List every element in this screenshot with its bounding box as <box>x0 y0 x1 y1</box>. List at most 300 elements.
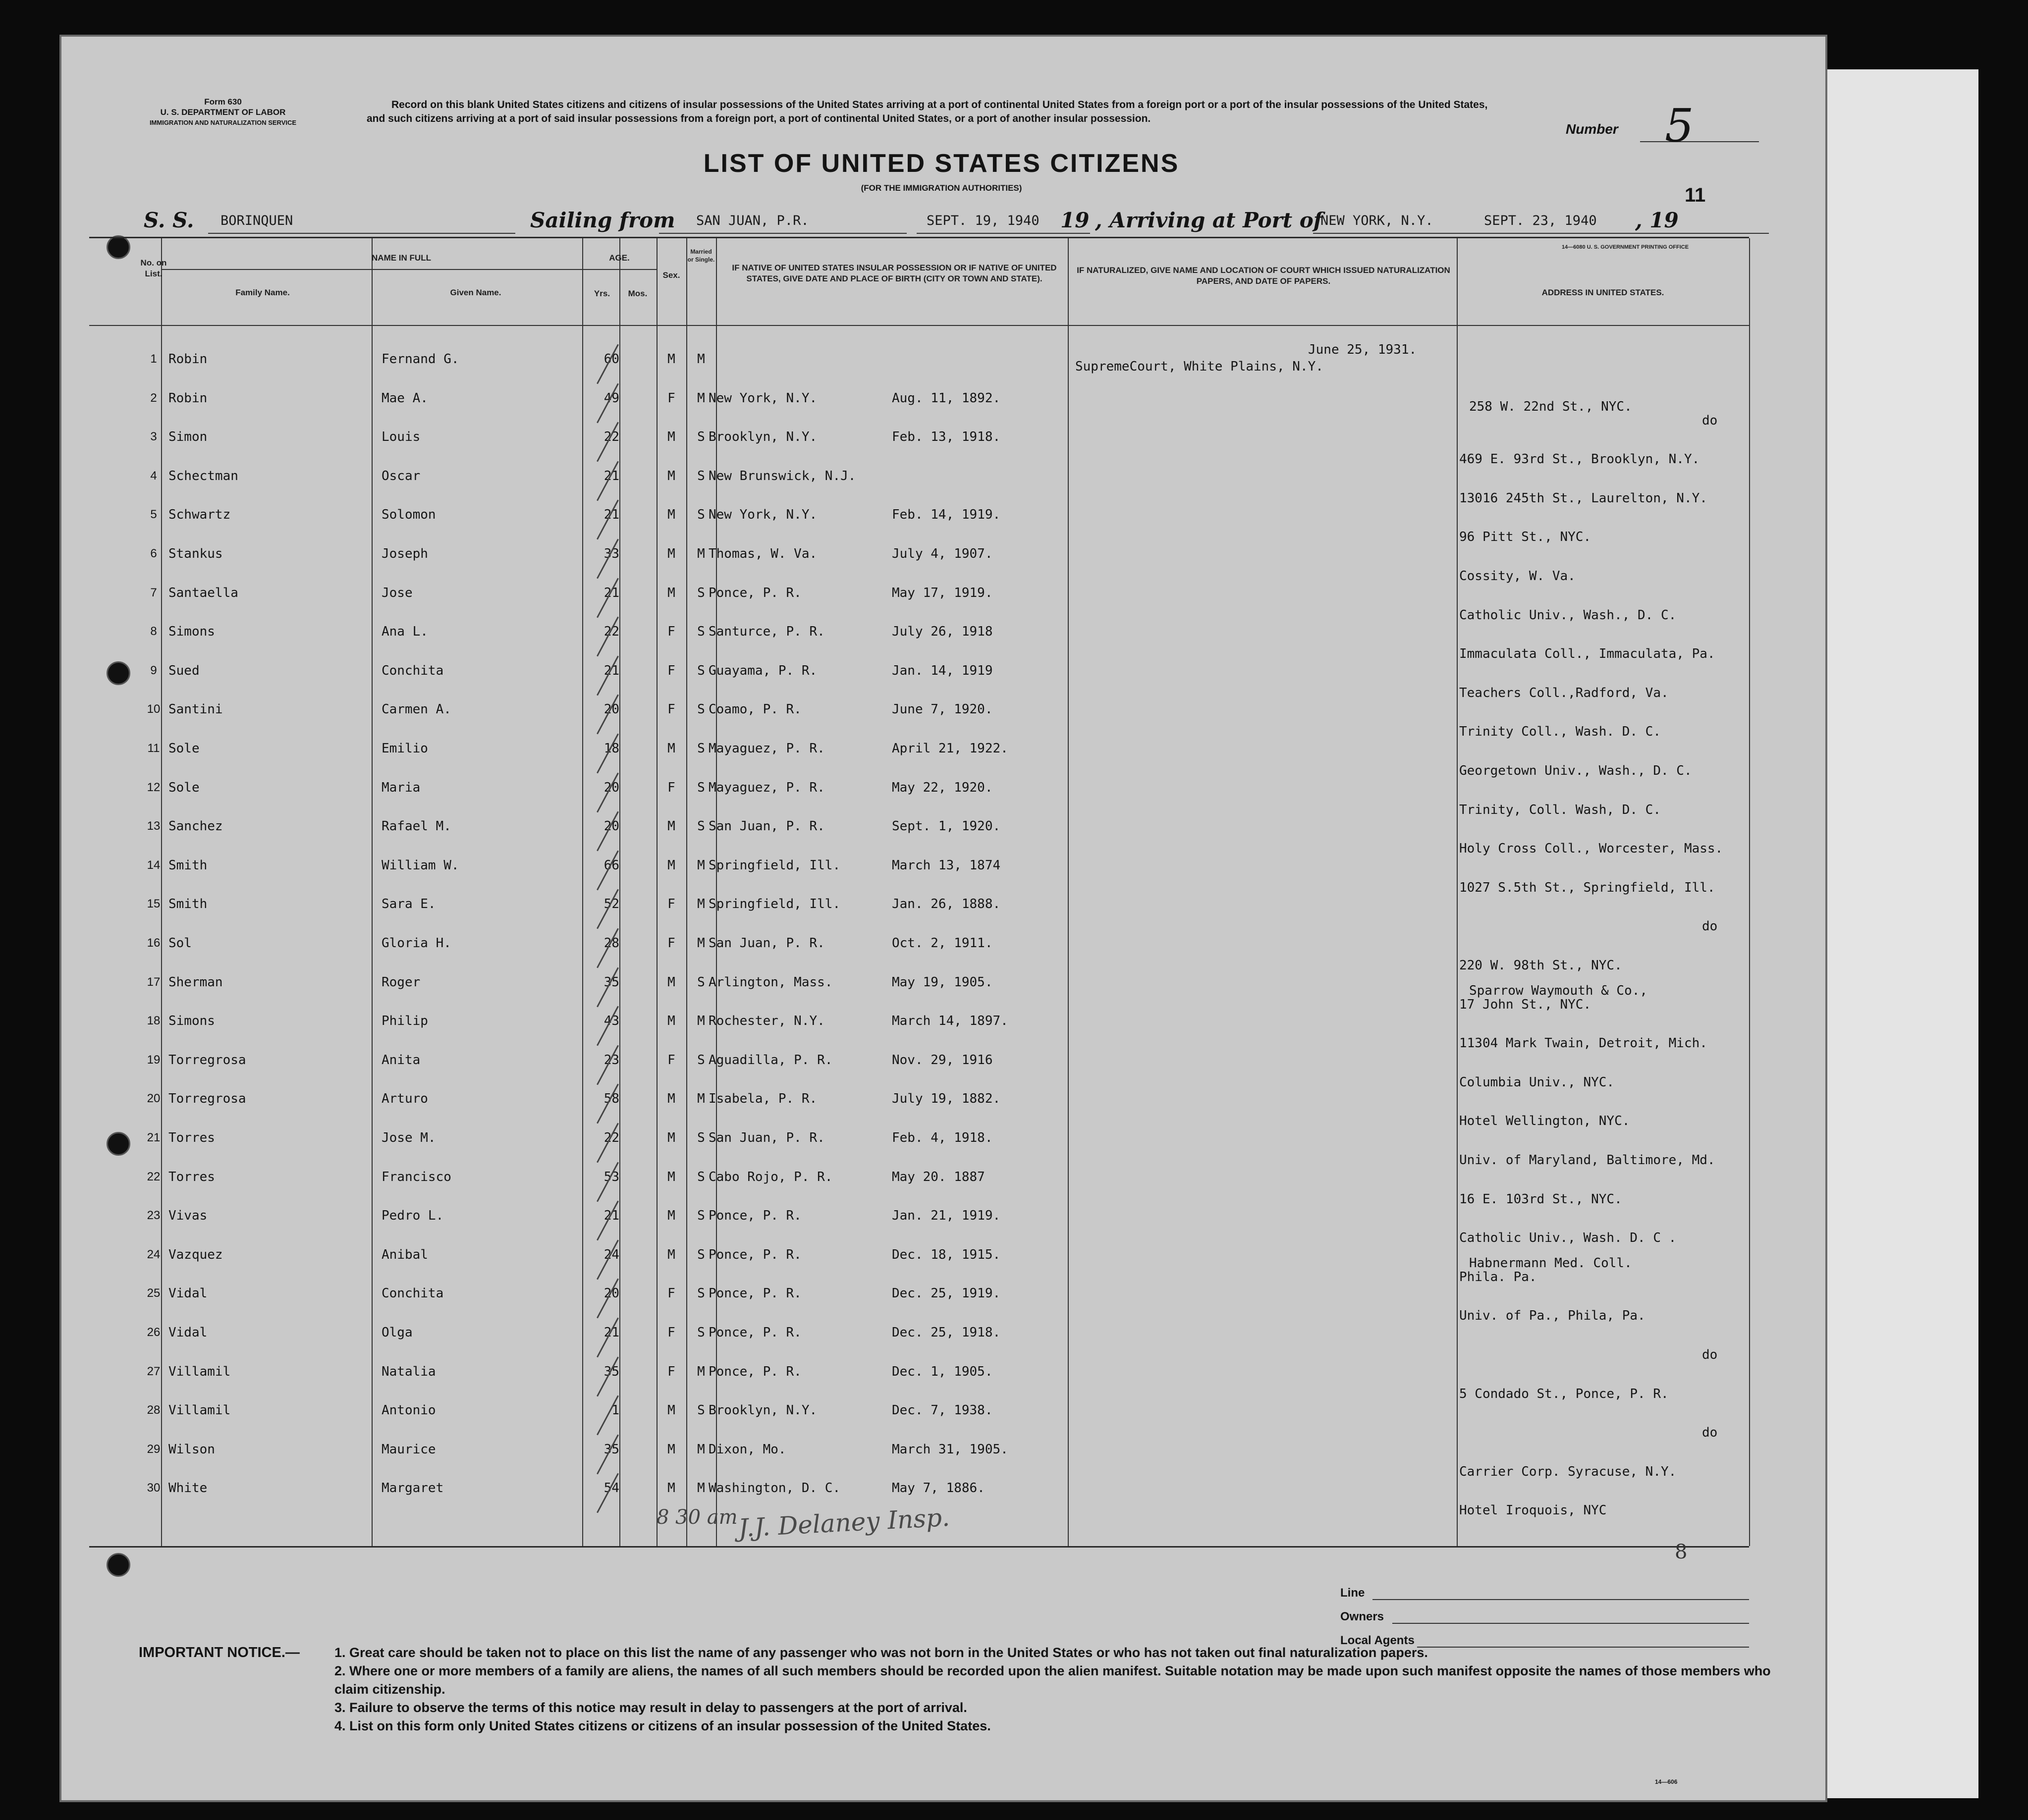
sailing-label: Sailing from <box>530 208 675 232</box>
sex: F <box>667 1325 675 1340</box>
number-value: 5 <box>1665 99 1694 152</box>
age-years: 22 <box>603 1130 619 1145</box>
address-line-2: 1027 S.5th St., Springfield, Ill. <box>1459 880 1715 895</box>
birth-place: San Juan, P. R. <box>709 819 825 834</box>
given-name: Joseph <box>382 546 428 561</box>
birth-place: Guayama, P. R. <box>709 663 818 678</box>
given-name: William W. <box>382 858 459 873</box>
row-number: 12 <box>147 781 161 794</box>
marital-status: M <box>697 1481 705 1496</box>
marital-status: S <box>697 624 705 639</box>
birth-date: Sept. 1, 1920. <box>892 819 1001 834</box>
birth-place: Springfield, Ill. <box>709 897 841 911</box>
age-years: 21 <box>603 663 619 678</box>
marital-status: M <box>697 1364 705 1379</box>
sex: M <box>667 1247 675 1262</box>
birth-date: June 7, 1920. <box>892 702 993 717</box>
given-name: Philip <box>382 1014 428 1028</box>
marital-status: S <box>697 702 705 717</box>
birth-date: May 17, 1919. <box>892 586 993 600</box>
age-years: 66 <box>603 858 619 873</box>
sex: F <box>667 624 675 639</box>
family-name: Torres <box>168 1130 215 1145</box>
row-number: 14 <box>147 858 161 872</box>
row-number: 30 <box>147 1481 161 1495</box>
col-divider <box>1749 238 1750 1546</box>
given-name: Jose M. <box>382 1130 436 1145</box>
col-header-yrs: Yrs. <box>594 289 610 298</box>
age-years: 18 <box>603 741 619 756</box>
age-years: 52 <box>603 897 619 911</box>
birth-place: New York, N.Y. <box>709 507 818 522</box>
sex: M <box>667 429 675 444</box>
arrival-underline <box>1313 233 1769 234</box>
sex: M <box>667 1091 675 1106</box>
notice-item: 2. Where one or more members of a family are aliens, the names of all such members should be recorded upon the alien manifest. Suitable notation may be made upon such manifest opposite the names of those members who claim citizenship. <box>334 1663 1771 1697</box>
number-label: Number <box>1566 121 1618 137</box>
row-number: 26 <box>147 1326 161 1339</box>
family-name: Sanchez <box>168 819 223 834</box>
row-number: 23 <box>147 1209 161 1222</box>
address-line-2: Catholic Univ., Wash., D. C. <box>1459 608 1677 623</box>
birth-date: Dec. 7, 1938. <box>892 1403 993 1418</box>
sex: M <box>667 507 675 522</box>
col-divider <box>1068 238 1069 1546</box>
page-title: LIST OF UNITED STATES CITIZENS <box>703 149 1180 178</box>
family-name: Simons <box>168 624 215 639</box>
birth-place: Washington, D. C. <box>709 1481 841 1496</box>
family-name: Sole <box>168 780 200 795</box>
row-number: 25 <box>147 1286 161 1300</box>
owners-field <box>1392 1623 1749 1624</box>
birth-date: Feb. 4, 1918. <box>892 1130 993 1145</box>
family-name: Sol <box>168 936 192 951</box>
age-years: 1 <box>611 1403 619 1418</box>
row-number: 18 <box>147 1014 161 1027</box>
sex: F <box>667 780 675 795</box>
sailing-date: SEPT. 19, 1940 <box>927 213 1040 228</box>
row-number: 9 <box>150 664 157 677</box>
marital-status: S <box>697 663 705 678</box>
row-number: 10 <box>147 702 161 716</box>
age-years: 24 <box>603 1247 619 1262</box>
page-subtitle: (FOR THE IMMIGRATION AUTHORITIES) <box>861 183 1022 193</box>
address-line-2: Trinity, Coll. Wash, D. C. <box>1459 803 1661 817</box>
ship-label: S. S. <box>144 208 194 232</box>
service-name: IMMIGRATION AND NATURALIZATION SERVICE <box>149 119 297 126</box>
given-name: Sara E. <box>382 897 436 911</box>
sex: M <box>667 741 675 756</box>
marital-status: S <box>697 1130 705 1145</box>
owners-label: Owners <box>1340 1610 1384 1623</box>
birth-date: March 31, 1905. <box>892 1442 1008 1457</box>
sex: M <box>667 1481 675 1496</box>
given-name: Oscar <box>382 469 421 483</box>
department-name: U. S. DEPARTMENT OF LABOR <box>160 107 286 117</box>
given-name: Maurice <box>382 1442 436 1457</box>
birth-place: Santurce, P. R. <box>709 624 825 639</box>
birth-place: New York, N.Y. <box>709 391 818 406</box>
arriving-label: , Arriving at Port of <box>1095 208 1322 232</box>
given-name: Francisco <box>382 1170 451 1184</box>
arrival-port: NEW YORK, N.Y. <box>1320 213 1433 228</box>
given-name: Rafael M. <box>382 819 451 834</box>
age-years: 58 <box>603 1091 619 1106</box>
birth-date: Aug. 11, 1892. <box>892 391 1001 406</box>
departure-underline <box>659 233 907 234</box>
family-name: Torregrosa <box>168 1053 246 1068</box>
birth-date: Dec. 25, 1919. <box>892 1286 1001 1301</box>
row-number: 20 <box>147 1092 161 1105</box>
sex: F <box>667 1053 675 1068</box>
row-number: 2 <box>150 391 157 405</box>
row-number: 16 <box>147 936 161 950</box>
age-years: 54 <box>603 1481 619 1496</box>
birth-place: Coamo, P. R. <box>709 702 802 717</box>
header-bottom-rule <box>89 325 1749 326</box>
col-header-family: Family Name. <box>235 288 290 297</box>
birth-place: Arlington, Mass. <box>709 975 833 990</box>
row-number: 28 <box>147 1403 161 1417</box>
col-header-name-in-full: NAME IN FULL <box>372 253 431 263</box>
age-years: 20 <box>603 1286 619 1301</box>
col-header-no: No. on List. <box>140 258 167 278</box>
birth-date: Oct. 2, 1911. <box>892 936 993 951</box>
marital-status: S <box>697 741 705 756</box>
sailing-year-label: 19 <box>1060 208 1090 232</box>
row-number: 29 <box>147 1443 161 1456</box>
row-number: 27 <box>147 1365 161 1378</box>
birth-place: Brooklyn, N.Y. <box>709 429 818 444</box>
address-line-2: Hotel Iroquois, NYC <box>1459 1503 1607 1518</box>
birth-date: Feb. 14, 1919. <box>892 507 1001 522</box>
given-name: Solomon <box>382 507 436 522</box>
address-line-2: do <box>1702 919 1718 934</box>
row-number: 8 <box>150 625 157 638</box>
marital-status: M <box>697 1014 705 1028</box>
birth-place: Dixon, Mo. <box>709 1442 786 1457</box>
ship-name: BORINQUEN <box>220 213 293 228</box>
birth-place: Cabo Rojo, P. R. <box>709 1170 833 1184</box>
sailing-date-underline <box>917 233 1090 234</box>
given-name: Jose <box>382 586 413 600</box>
birth-place: Ponce, P. R. <box>709 586 802 600</box>
given-name: Natalia <box>382 1364 436 1379</box>
birth-date: May 19, 1905. <box>892 975 993 990</box>
sex: M <box>667 469 675 483</box>
notice-item: 3. Failure to observe the terms of this notice may result in delay to passengers at the port of arrival. <box>334 1700 967 1715</box>
birth-date: May 20. 1887 <box>892 1170 985 1184</box>
family-name: Villamil <box>168 1364 231 1379</box>
birth-date: March 14, 1897. <box>892 1014 1008 1028</box>
col-divider <box>582 238 583 1546</box>
address-line-2: do <box>1702 1425 1718 1440</box>
given-name: Ana L. <box>382 624 428 639</box>
age-years: 20 <box>603 702 619 717</box>
line-field <box>1372 1599 1749 1600</box>
birth-date: July 19, 1882. <box>892 1091 1001 1106</box>
agents-label: Local Agents <box>1340 1634 1415 1647</box>
punch-hole <box>107 1553 130 1577</box>
row-number: 21 <box>147 1131 161 1144</box>
given-name: Maria <box>382 780 421 795</box>
address-line-2: Univ. of Pa., Phila, Pa. <box>1459 1308 1645 1323</box>
age-years: 22 <box>603 624 619 639</box>
row-number: 5 <box>150 508 157 521</box>
inspector-signature: J.J. Delaney Insp. <box>737 1502 951 1543</box>
arrival-year-label: , 19 <box>1635 208 1679 232</box>
age-years: 60 <box>603 352 619 367</box>
address-line-2: Carrier Corp. Syracuse, N.Y. <box>1459 1464 1677 1479</box>
marital-status: M <box>697 352 705 367</box>
row-number: 13 <box>147 819 161 833</box>
birth-place: Ponce, P. R. <box>709 1208 802 1223</box>
printer-note: 14—6080 U. S. GOVERNMENT PRINTING OFFICE <box>1561 244 1689 250</box>
col-header-married: Married or Single. <box>687 248 715 263</box>
age-years: 21 <box>603 469 619 483</box>
col-divider <box>686 238 687 1546</box>
marital-status: M <box>697 858 705 873</box>
age-years: 35 <box>603 1364 619 1379</box>
naturalization-date: June 25, 1931. <box>1308 342 1417 357</box>
age-years: 21 <box>603 586 619 600</box>
family-name: Sole <box>168 741 200 756</box>
given-name: Conchita <box>382 663 444 678</box>
row-number: 15 <box>147 897 161 910</box>
address-line-2: 13016 245th St., Laurelton, N.Y. <box>1459 491 1707 506</box>
marital-status: M <box>697 897 705 911</box>
birth-place: Mayaguez, P. R. <box>709 780 825 795</box>
address-line-2: Cossity, W. Va. <box>1459 569 1576 584</box>
ship-underline <box>208 233 515 234</box>
col-header-given: Given Name. <box>450 288 501 297</box>
address-line-2: 469 E. 93rd St., Brooklyn, N.Y. <box>1459 452 1700 467</box>
departure-port: SAN JUAN, P.R. <box>696 213 809 228</box>
family-name: Smith <box>168 897 208 911</box>
marital-status: S <box>697 1247 705 1262</box>
address-line-2: Univ. of Maryland, Baltimore, Md. <box>1459 1153 1715 1168</box>
address-line-2: 16 E. 103rd St., NYC. <box>1459 1192 1622 1207</box>
address-line-2: Phila. Pa. <box>1459 1270 1537 1285</box>
marital-status: M <box>697 936 705 951</box>
family-name: Smith <box>168 858 208 873</box>
birth-place: Mayaguez, P. R. <box>709 741 825 756</box>
age-years: 53 <box>603 1170 619 1184</box>
birth-date: March 13, 1874 <box>892 858 1001 873</box>
marital-status: S <box>697 1208 705 1223</box>
family-name: Robin <box>168 391 208 406</box>
address-line-2: 17 John St., NYC. <box>1459 997 1591 1012</box>
age-years: 35 <box>603 1442 619 1457</box>
col-divider <box>619 238 620 1546</box>
given-name: Anibal <box>382 1247 428 1262</box>
birth-place: Rochester, N.Y. <box>709 1014 825 1028</box>
col-divider <box>372 238 373 1546</box>
birth-place: Ponce, P. R. <box>709 1286 802 1301</box>
address-line-2: Immaculata Coll., Immaculata, Pa. <box>1459 646 1715 661</box>
family-name: Schectman <box>168 469 238 483</box>
row-number: 17 <box>147 975 161 989</box>
print-code: 14—606 <box>1655 1778 1678 1785</box>
handwritten-time: 8 30 am <box>657 1506 738 1529</box>
row-number: 24 <box>147 1248 161 1261</box>
header-subdivider <box>161 269 657 270</box>
given-name: Mae A. <box>382 391 428 406</box>
birth-date: May 7, 1886. <box>892 1481 985 1496</box>
birth-place: New Brunswick, N.J. <box>709 469 856 483</box>
family-name: Vivas <box>168 1208 208 1223</box>
marital-status: M <box>697 391 705 406</box>
col-header-sex: Sex. <box>662 270 680 280</box>
page-mark: 8 <box>1675 1541 1688 1563</box>
given-name: Antonio <box>382 1403 436 1418</box>
address-line-1: Sparrow Waymouth & Co., <box>1469 983 1648 998</box>
given-name: Gloria H. <box>382 936 451 951</box>
address-line-2: Columbia Univ., NYC. <box>1459 1075 1615 1090</box>
col-header-address: ADDRESS IN UNITED STATES. <box>1541 288 1664 297</box>
birth-date: Feb. 13, 1918. <box>892 429 1001 444</box>
age-years: 28 <box>603 936 619 951</box>
birth-date: Dec. 25, 1918. <box>892 1325 1001 1340</box>
age-years: 21 <box>603 1208 619 1223</box>
address-line-2: do <box>1702 413 1718 428</box>
marital-status: S <box>697 1286 705 1301</box>
marital-status: S <box>697 1170 705 1184</box>
family-name: Sued <box>168 663 200 678</box>
age-years: 20 <box>603 819 619 834</box>
age-years: 49 <box>603 391 619 406</box>
sheet-number: 11 <box>1685 184 1706 206</box>
birth-place: Ponce, P. R. <box>709 1325 802 1340</box>
sex: M <box>667 975 675 990</box>
address-line-2: 11304 Mark Twain, Detroit, Mich. <box>1459 1036 1707 1051</box>
address-line-1: Habnermann Med. Coll. <box>1469 1256 1632 1271</box>
sex: F <box>667 391 675 406</box>
marital-status: S <box>697 975 705 990</box>
address-line-2: 5 Condado St., Ponce, P. R. <box>1459 1387 1669 1401</box>
col-header-mos: Mos. <box>628 289 648 298</box>
address-line-2: Hotel Wellington, NYC. <box>1459 1114 1630 1128</box>
col-divider <box>1457 238 1458 1546</box>
family-name: Simons <box>168 1014 215 1028</box>
sex: M <box>667 1130 675 1145</box>
family-name: Sherman <box>168 975 223 990</box>
sex: M <box>667 1208 675 1223</box>
sex: F <box>667 936 675 951</box>
marital-status: S <box>697 1325 705 1340</box>
sex: M <box>667 1442 675 1457</box>
sex: M <box>667 546 675 561</box>
family-name: Vidal <box>168 1286 208 1301</box>
number-underline <box>1640 141 1759 142</box>
given-name: Fernand G. <box>382 352 459 367</box>
given-name: Roger <box>382 975 421 990</box>
age-years: 21 <box>603 507 619 522</box>
sex: F <box>667 702 675 717</box>
sex: M <box>667 819 675 834</box>
given-name: Arturo <box>382 1091 428 1106</box>
notice-item: 1. Great care should be taken not to place on this list the name of any passenger who was not born in the United States or who has not taken out final naturalization papers. <box>334 1645 1428 1660</box>
address-line-1: 258 W. 22nd St., NYC. <box>1469 399 1632 414</box>
age-years: 33 <box>603 546 619 561</box>
birth-place: Aguadilla, P. R. <box>709 1053 833 1068</box>
marital-status: M <box>697 546 705 561</box>
address-line-2: 220 W. 98th St., NYC. <box>1459 958 1622 973</box>
sex: F <box>667 1286 675 1301</box>
col-header-birth: IF NATIVE OF UNITED STATES INSULAR POSSESSION OR IF NATIVE OF UNITED STATES, GIVE DATE AND PLACE OF BIRTH (CITY OR TOWN AND STATE). <box>732 263 1057 283</box>
age-years: 21 <box>603 1325 619 1340</box>
marital-status: S <box>697 507 705 522</box>
address-line-2: Catholic Univ., Wash. D. C . <box>1459 1231 1677 1245</box>
address-line-2: 96 Pitt St., NYC. <box>1459 530 1591 544</box>
family-name: Robin <box>168 352 208 367</box>
birth-place: Springfield, Ill. <box>709 858 841 873</box>
family-name: Torres <box>168 1170 215 1184</box>
given-name: Anita <box>382 1053 421 1068</box>
sex: F <box>667 663 675 678</box>
line-label: Line <box>1340 1586 1365 1600</box>
given-name: Carmen A. <box>382 702 451 717</box>
sex: M <box>667 858 675 873</box>
given-name: Conchita <box>382 1286 444 1301</box>
marital-status: S <box>697 429 705 444</box>
birth-date: Dec. 18, 1915. <box>892 1247 1001 1262</box>
row-number: 1 <box>150 352 157 366</box>
birth-date: Jan. 26, 1888. <box>892 897 1001 911</box>
sex: M <box>667 352 675 367</box>
row-number: 6 <box>150 547 157 560</box>
marital-status: S <box>697 1403 705 1418</box>
marital-status: M <box>697 1091 705 1106</box>
form-instructions: Record on this blank United States citizens and citizens of insular possessions of the United States arriving at a port of continental United States from a foreign port or a port of the insular possessions of the United States, and such citizens arriving at a port of said insular possessions from a foreign port, a port of continental United States, or a port of another insular possession. <box>367 99 1488 124</box>
marital-status: S <box>697 780 705 795</box>
address-line-2: Trinity Coll., Wash. D. C. <box>1459 724 1661 739</box>
birth-date: April 21, 1922. <box>892 741 1008 756</box>
col-header-naturalized: IF NATURALIZED, GIVE NAME AND LOCATION OF COURT WHICH ISSUED NATURALIZATION PAPERS, AND DATE OF PAPERS. <box>1077 266 1450 286</box>
birth-date: Nov. 29, 1916 <box>892 1053 993 1068</box>
family-name: Santini <box>168 702 223 717</box>
given-name: Louis <box>382 429 421 444</box>
family-name: Villamil <box>168 1403 231 1418</box>
birth-place: Ponce, P. R. <box>709 1364 802 1379</box>
row-number: 22 <box>147 1170 161 1183</box>
address-line-2: Holy Cross Coll., Worcester, Mass. <box>1459 841 1723 856</box>
marital-status: S <box>697 819 705 834</box>
address-line-2: Teachers Coll.,Radford, Va. <box>1459 686 1669 700</box>
col-divider <box>657 238 658 1546</box>
age-years: 43 <box>603 1014 619 1028</box>
birth-place: Thomas, W. Va. <box>709 546 818 561</box>
birth-place: Isabela, P. R. <box>709 1091 818 1106</box>
family-name: White <box>168 1481 208 1496</box>
birth-place: Brooklyn, N.Y. <box>709 1403 818 1418</box>
sex: M <box>667 1170 675 1184</box>
marital-status: S <box>697 586 705 600</box>
birth-date: May 22, 1920. <box>892 780 993 795</box>
given-name: Olga <box>382 1325 413 1340</box>
row-number: 7 <box>150 586 157 599</box>
birth-date: Dec. 1, 1905. <box>892 1364 993 1379</box>
birth-place: San Juan, P. R. <box>709 1130 825 1145</box>
arrival-date: SEPT. 23, 1940 <box>1484 213 1597 228</box>
col-header-age: AGE. <box>609 253 630 263</box>
attached-sheet-edge <box>1813 69 1978 1798</box>
birth-date: Jan. 14, 1919 <box>892 663 993 678</box>
row-number: 4 <box>150 469 157 482</box>
marital-status: S <box>697 1053 705 1068</box>
form-header <box>119 97 327 128</box>
birth-date: Jan. 21, 1919. <box>892 1208 1001 1223</box>
